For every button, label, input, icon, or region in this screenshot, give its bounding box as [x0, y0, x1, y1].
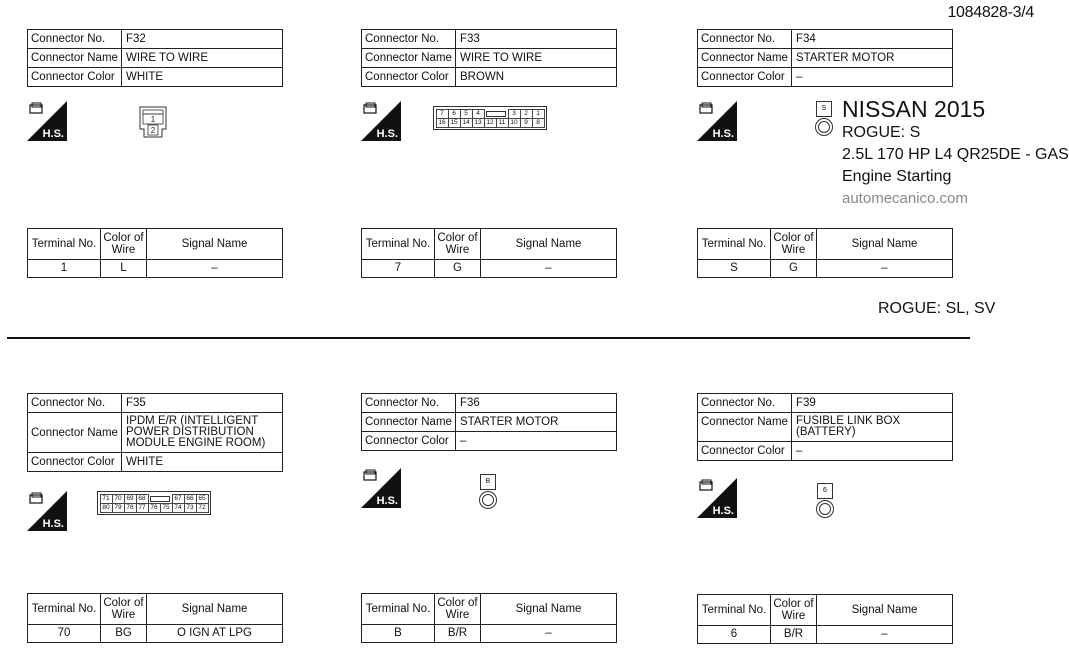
connector-face-f35	[97, 491, 211, 515]
pin-label: 5	[460, 109, 473, 119]
pin-label: 6	[448, 109, 461, 119]
connector-name-value	[792, 413, 953, 442]
watermark-make-year: NISSAN 2015	[842, 96, 986, 122]
connector-no-value: F34	[792, 30, 953, 49]
connector-name-line: (BATTERY)	[796, 426, 856, 438]
hs-label: H.S.	[376, 128, 398, 140]
pin-label: 2	[520, 109, 533, 119]
pin-label: 69	[124, 494, 137, 504]
harness-side-icon	[361, 468, 401, 508]
connector-info-table-f35	[27, 393, 283, 472]
pin-label: 10	[508, 118, 521, 128]
table-row	[28, 625, 283, 643]
connector-no-value: F39	[792, 394, 953, 413]
pin-label: 2	[150, 126, 156, 135]
pin-label: 4	[472, 109, 485, 119]
pin-label: 3	[508, 109, 521, 119]
section-divider	[7, 337, 970, 339]
signal-name-cell: –	[481, 625, 617, 643]
connector-name-label: Connector Name	[28, 49, 122, 68]
watermark-model: ROGUE: S	[842, 124, 921, 141]
pin-label: 16	[436, 118, 449, 128]
connector-color-label: Connector Color	[698, 68, 792, 87]
table-row	[362, 625, 617, 643]
connector-no-label: Connector No.	[362, 30, 456, 49]
connector-color-label: Connector Color	[362, 432, 456, 451]
hs-label: H.S.	[712, 128, 734, 140]
harness-side-icon	[697, 101, 737, 141]
connector-face-f39	[816, 483, 834, 518]
harness-side-icon	[697, 478, 737, 518]
pin-label: 74	[172, 503, 185, 513]
wire-color-header: Color of Wire	[435, 594, 481, 625]
wire-color-header: Color of Wire	[101, 594, 147, 625]
connector-color-label: Connector Color	[362, 68, 456, 87]
terminal-no-cell: B	[362, 625, 435, 643]
pin-label: 68	[136, 494, 149, 504]
signal-name-cell: –	[817, 626, 953, 644]
connector-name-line: IPDM E/R (INTELLIGENT	[126, 415, 259, 427]
variant-label: ROGUE: SL, SV	[878, 300, 996, 317]
wire-color-cell: BG	[101, 625, 147, 643]
pin-label: 79	[112, 503, 125, 513]
terminal-no-header: Terminal No.	[28, 594, 101, 625]
ring-terminal-icon	[479, 491, 497, 509]
pin-label: 71	[100, 494, 113, 504]
terminal-no-header: Terminal No.	[698, 229, 771, 260]
terminal-table-f35	[27, 593, 283, 643]
terminal-no-header: Terminal No.	[698, 595, 771, 626]
connector-name-value: WIRE TO WIRE	[456, 49, 617, 68]
pin-label: 75	[160, 503, 173, 513]
terminal-no-cell: 1	[28, 260, 101, 278]
ring-terminal-icon	[816, 500, 834, 518]
terminal-table-f36	[361, 593, 617, 643]
connector-name-line: FUSIBLE LINK BOX	[796, 415, 901, 427]
pin-label: 78	[124, 503, 137, 513]
terminal-no-cell: 7	[362, 260, 435, 278]
terminal-no-header: Terminal No.	[362, 594, 435, 625]
terminal-no-cell: 70	[28, 625, 101, 643]
terminal-no-cell: S	[698, 260, 771, 278]
wire-color-header: Color of Wire	[771, 595, 817, 626]
pin-label: 11	[496, 118, 509, 128]
connector-name-label: Connector Name	[698, 49, 792, 68]
connector-name-label: Connector Name	[362, 49, 456, 68]
signal-name-header: Signal Name	[481, 594, 617, 625]
connector-no-label: Connector No.	[362, 394, 456, 413]
table-row	[698, 260, 953, 278]
document-id: 1084828-3/4	[947, 4, 1034, 21]
connector-name-label: Connector Name	[362, 413, 456, 432]
connector-color-value: –	[456, 432, 617, 451]
signal-name-cell: –	[147, 260, 283, 278]
table-row	[362, 260, 617, 278]
signal-name-header: Signal Name	[481, 229, 617, 260]
connector-color-value: WHITE	[122, 453, 283, 472]
pin-label: 77	[136, 503, 149, 513]
connector-no-value: F32	[122, 30, 283, 49]
terminal-table-f33	[361, 228, 617, 278]
terminal-no-header: Terminal No.	[362, 229, 435, 260]
harness-side-icon	[27, 491, 67, 531]
connector-name-value: WIRE TO WIRE	[122, 49, 283, 68]
wire-color-header: Color of Wire	[101, 229, 147, 260]
pin-label: 66	[184, 494, 197, 504]
connector-name-value: STARTER MOTOR	[792, 49, 953, 68]
terminal-no-cell: 6	[698, 626, 771, 644]
pin-label: 12	[484, 118, 497, 128]
connector-color-label: Connector Color	[28, 453, 122, 472]
connector-face-f32	[138, 105, 170, 141]
connector-color-label: Connector Color	[28, 68, 122, 87]
pin-label: B	[480, 474, 496, 490]
pin-label: 72	[196, 503, 209, 513]
signal-name-header: Signal Name	[147, 594, 283, 625]
hs-label: H.S.	[42, 518, 64, 530]
ring-terminal-icon	[815, 118, 833, 136]
wire-color-header: Color of Wire	[771, 229, 817, 260]
connector-name-value	[122, 413, 283, 453]
connector-no-value: F36	[456, 394, 617, 413]
signal-name-header: Signal Name	[817, 229, 953, 260]
connector-no-value: F33	[456, 30, 617, 49]
watermark-section: Engine Starting	[842, 168, 952, 185]
watermark-engine: 2.5L 170 HP L4 QR25DE - GAS	[842, 146, 1069, 163]
signal-name-header: Signal Name	[817, 595, 953, 626]
pin-label: 13	[472, 118, 485, 128]
pin-label: 14	[460, 118, 473, 128]
connector-face-f34	[815, 101, 833, 136]
connector-face-f36	[479, 474, 497, 509]
signal-name-cell: –	[817, 260, 953, 278]
pin-label: S	[816, 101, 832, 117]
connector-info-table-f33	[361, 29, 617, 87]
wire-color-cell: G	[435, 260, 481, 278]
connector-no-label: Connector No.	[28, 394, 122, 413]
signal-name-header: Signal Name	[147, 229, 283, 260]
connector-no-label: Connector No.	[698, 30, 792, 49]
connector-name-label: Connector Name	[698, 413, 792, 442]
wire-color-cell: B/R	[435, 625, 481, 643]
connector-no-label: Connector No.	[698, 394, 792, 413]
signal-name-cell: O IGN AT LPG	[147, 625, 283, 643]
connector-no-value: F35	[122, 394, 283, 413]
connector-info-table-f36	[361, 393, 617, 451]
harness-side-icon	[361, 101, 401, 141]
pin-label: 70	[112, 494, 125, 504]
pin-label: 7	[436, 109, 449, 119]
pin-label: 67	[172, 494, 185, 504]
connector-color-value: –	[792, 442, 953, 461]
connector-name-label: Connector Name	[28, 413, 122, 453]
connector-info-table-f32	[27, 29, 283, 87]
wire-color-cell: L	[101, 260, 147, 278]
terminal-table-f32	[27, 228, 283, 278]
terminal-no-header: Terminal No.	[28, 229, 101, 260]
wire-color-cell: B/R	[771, 626, 817, 644]
table-row	[698, 626, 953, 644]
connector-name-line: POWER DISTRIBUTION	[126, 426, 254, 438]
pin-label: 15	[448, 118, 461, 128]
connector-color-value: BROWN	[456, 68, 617, 87]
hs-label: H.S.	[712, 505, 734, 517]
pin-label: 76	[148, 503, 161, 513]
terminal-table-f34	[697, 228, 953, 278]
connector-name-line: MODULE ENGINE ROOM)	[126, 437, 266, 449]
connector-color-label: Connector Color	[698, 442, 792, 461]
pin-label: 8	[532, 118, 545, 128]
wire-color-header: Color of Wire	[435, 229, 481, 260]
pin-label: 65	[196, 494, 209, 504]
pin-label: 1	[150, 115, 156, 124]
watermark	[842, 96, 1069, 210]
connector-info-table-f34	[697, 29, 953, 87]
wire-color-cell: G	[771, 260, 817, 278]
terminal-table-f39	[697, 594, 953, 644]
watermark-site: automecanico.com	[842, 190, 968, 207]
harness-side-icon	[27, 101, 67, 141]
connector-color-value: WHITE	[122, 68, 283, 87]
connector-info-table-f39	[697, 393, 953, 461]
pin-label: 80	[100, 503, 113, 513]
connector-color-value: –	[792, 68, 953, 87]
pin-label: 6	[817, 483, 833, 499]
hs-label: H.S.	[42, 128, 64, 140]
hs-label: H.S.	[376, 495, 398, 507]
signal-name-cell: –	[481, 260, 617, 278]
table-row	[28, 260, 283, 278]
connector-no-label: Connector No.	[28, 30, 122, 49]
pin-label: 9	[520, 118, 533, 128]
pin-label: 1	[532, 109, 545, 119]
pin-label: 73	[184, 503, 197, 513]
connector-face-f33	[433, 106, 547, 130]
connector-name-value: STARTER MOTOR	[456, 413, 617, 432]
